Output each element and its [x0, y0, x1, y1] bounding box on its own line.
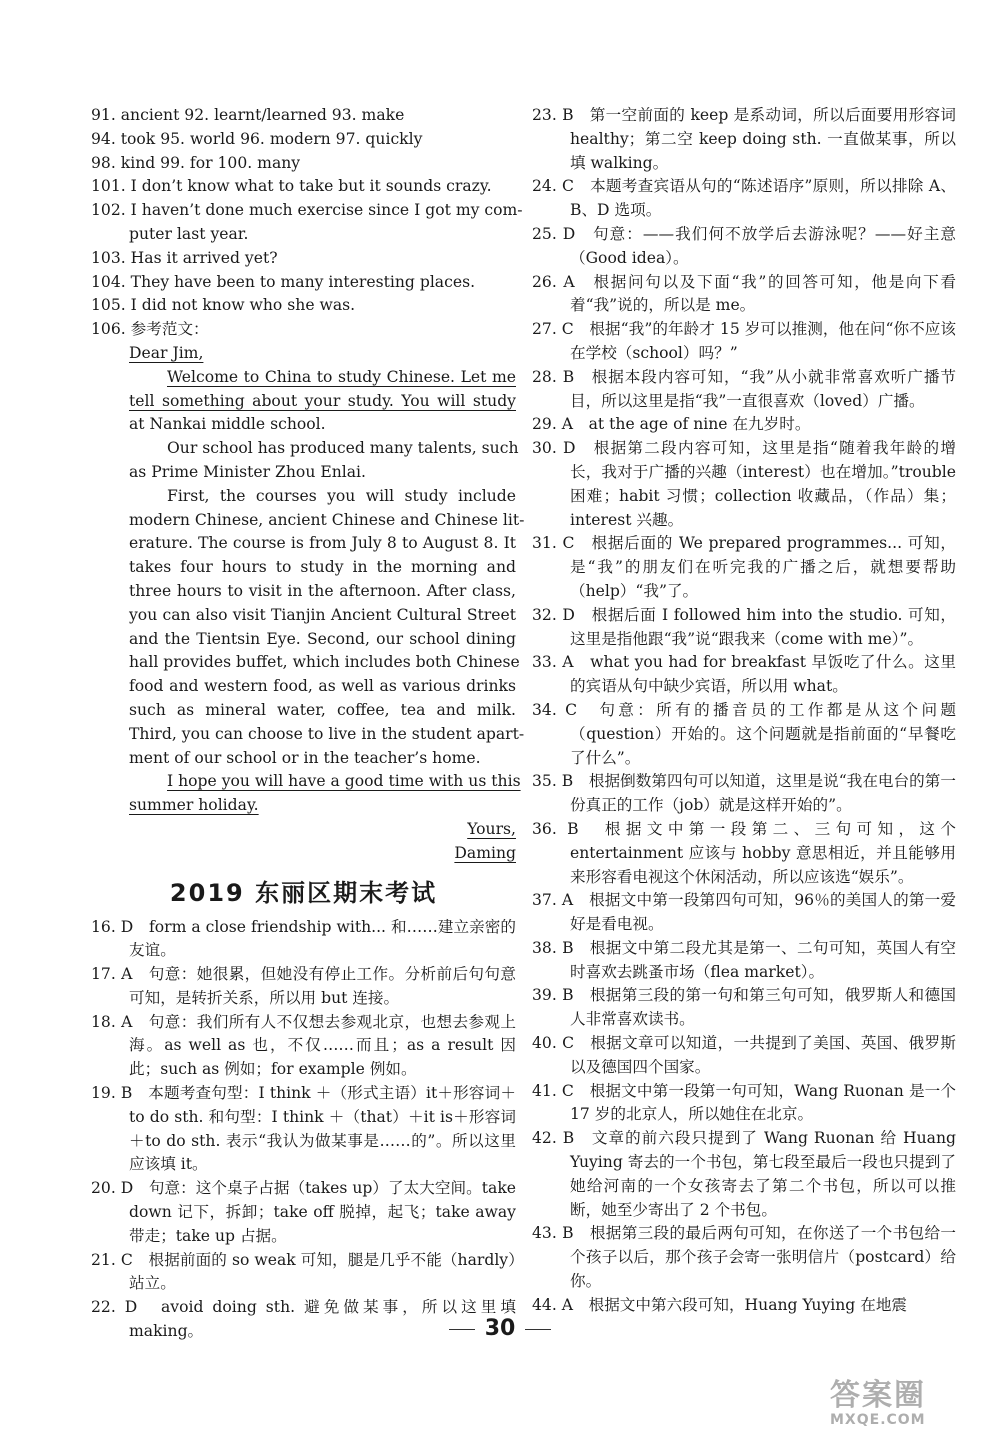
letter-line: such as mineral water, coffee, tea and milk.: [129, 700, 516, 719]
answer-item: 43. B 根据第三段的最后两句可知，在你送了一个书包给一个孩子以后，那个孩子会寄一张明信片（postcard）给你。: [532, 1224, 956, 1291]
answer-line: 101. I don’t know what to take but it sounds crazy.: [91, 177, 492, 196]
answer-line: 94. took 95. world 96. modern 97. quickly: [91, 129, 423, 148]
answer-item: 19. B 本题考查句型：I think ＋（形式主语）it＋形容词＋to do sth. 和句型：I think ＋（that）＋it is＋形容词＋to do sth. 表示“我认为做某事是……的”。所以这里应该填 it。: [91, 1084, 516, 1174]
answer-item: 22. D avoid doing sth. 避免做某事，所以这里填 making。: [91, 1298, 516, 1341]
answers-block: [91, 104, 523, 342]
answer-item: 37. A 根据文中第一段第四句可知，96％的美国人的第一爱好是看电视。: [532, 891, 956, 934]
answer-item: 23. B 第一空前面的 keep 是系动词，所以后面要用形容词 healthy；第二空 keep doing sth. 一直做某事，所以填 walking。: [532, 106, 956, 172]
answer-item: 27. C 根据“我”的年龄才 15 岁可以推测，他在问“你不应该在学校（school）吗？”: [532, 320, 956, 362]
letter-line: Our school has produced many talents, such: [167, 439, 519, 458]
letter-line: tell something about your study. You will study: [129, 391, 516, 410]
answer-item: 18. A 句意：我们所有人不仅想去参观北京，也想去参观上海。as well as 也，不仅……而且；as a result 因此；such as 例如；for example 例如。: [91, 1012, 516, 1079]
letter-line: as Prime Minister Zhou Enlai.: [129, 462, 366, 481]
watermark-url: MXQE.COM: [830, 1412, 926, 1428]
answer-line: 106. 参考范文：: [91, 320, 209, 339]
letter-line: Third, you can choose to live in the student apart-: [129, 724, 525, 743]
letter-line: hall provides buffet, which includes both Chinese: [129, 653, 520, 672]
answer-item: 29. A at the age of nine 在九岁时。: [532, 415, 811, 434]
answer-line: 105. I did not know who she was.: [91, 296, 356, 315]
answer-item: 24. C 本题考查宾语从句的“陈述语序”原则，所以排除 A、B、D 选项。: [532, 177, 956, 220]
answer-item: 34. C 句意：所有的播音员的工作都是从这个问题（question）开始的。这个问题就是指前面的“早餐吃了什么”。: [532, 700, 956, 767]
answer-line: puter last year.: [129, 224, 249, 243]
letter-line: three hours to visit in the afternoon. After class,: [129, 581, 516, 600]
answer-item: 40. C 根据文章可以知道，一共提到了美国、英国、俄罗斯以及德国四个国家。: [532, 1034, 956, 1076]
watermark-logo: 答案圈: [830, 1378, 926, 1413]
letter-line: First, the courses you will study include: [167, 486, 516, 505]
letter-line: and the Tientsin Eye. Second, our school dining: [129, 629, 516, 648]
letter-line: I hope you will have a good time with us this: [167, 772, 521, 791]
answer-item: 21. C 根据前面的 so weak 可知，腿是几乎不能（hardly）站立。: [91, 1250, 516, 1293]
left-column: [91, 104, 525, 1344]
answer-item: 35. B 根据倒数第四句可以知道，这里是说“我在电台的第一份真正的工作（job）就是这样开始的”。: [532, 772, 956, 815]
letter-line: ment of our school or in the teacher’s home.: [129, 748, 481, 767]
letter-line: summer holiday.: [129, 796, 259, 815]
answer-item: 25. D 句意：——我们何不放学后去游泳呢？——好主意（Good idea）。: [532, 224, 956, 267]
sample-letter: [91, 342, 525, 866]
answer-line: 98. kind 99. for 100. many: [91, 153, 301, 172]
letter-closing: Yours,: [467, 819, 516, 838]
answer-item: 30. D 根据第二段内容可知，这里是指“随着我年龄的增长，我对于广播的兴趣（interest）也在增加。”trouble 困难；habit 习惯；collection 收藏品，（作品）集；interest 兴趣。: [532, 439, 956, 529]
answer-item: 17. A 句意：她很累，但她没有停止工作。分析前后句句意可知，是转折关系，所以用 but 连接。: [91, 965, 516, 1007]
answer-item: 28. B 根据本段内容可知，“我”从小就非常喜欢听广播节目，所以这里是指“我”一直很喜欢（loved）广播。: [532, 367, 956, 410]
right-column: [532, 104, 956, 1318]
answer-item: 42. B 文章的前六段只提到了 Wang Ruonan 给 Huang Yuying 寄去的一个书包，第七段至最后一段也只提到了她给河南的一个女孩寄去了第二个书包，所以可以推断，她至少寄出了 2 个书包。: [532, 1129, 956, 1219]
answer-line: 91. ancient 92. learnt/learned 93. make: [91, 106, 405, 124]
answer-item: 26. A 根据问句以及下面“我”的回答可知，他是向下看着“我”说的，所以是 me。: [532, 272, 956, 315]
letter-line: you can also visit Tianjin Ancient Cultural Street: [129, 605, 516, 624]
answer-line: 104. They have been to many interesting places.: [91, 272, 476, 291]
answer-item: 33. A what you had for breakfast 早饭吃了什么。这里的宾语从句中缺少宾语，所以用 what。: [532, 653, 956, 696]
answer-item: 44. A 根据文中第六段可知，Huang Yuying 在地震: [532, 1295, 908, 1314]
section-title: 2019 东丽区期末考试: [169, 878, 438, 907]
answer-item: 20. D 句意：这个桌子占据（takes up）了太大空间。take down 记下，拆卸；take off 脱掉，起飞；take away 带走；take up 占据。: [91, 1179, 516, 1245]
letter-line: at Nankai middle school.: [129, 415, 326, 434]
letter-salutation: Dear Jim,: [129, 343, 204, 362]
letter-line: erature. The course is from July 8 to August 8. It: [129, 534, 516, 553]
page-number: [0, 1316, 1000, 1341]
answer-item: 32. D 根据后面 I followed him into the studio. 可知，这里是指他跟“我”说“跟我来（come with me）”。: [532, 605, 956, 648]
answer-item: 36. B 根据文中第一段第二、三句可知，这个 entertainment 应该与 hobby 意思相近，并且能够用来形容看电视这个休闲活动，所以应该选“娱乐”。: [532, 819, 956, 886]
answer-explanations-left: [91, 916, 516, 1344]
letter-line: takes four hours to study in the morning and: [129, 558, 516, 577]
answer-item: 39. B 根据第三段的第一句和第三句可知，俄罗斯人和德国人非常喜欢读书。: [532, 986, 956, 1029]
answer-item: 41. C 根据文中第一段第一句可知，Wang Ruonan 是一个 17 岁的北京人，所以她住在北京。: [532, 1081, 956, 1124]
letter-line: modern Chinese, ancient Chinese and Chinese lit-: [129, 510, 525, 529]
answer-item: 16. D form a close friendship with... 和……建立亲密的友谊。: [91, 917, 516, 960]
answer-item: 31. C 根据后面的 We prepared programmes... 可知，是“我”的朋友们在听完我的广播之后，就想要帮助（help）“我”了。: [532, 534, 956, 600]
answer-item: 38. B 根据文中第二段尤其是第一、二句可知，英国人有空时喜欢去跳蚤市场（flea market）。: [532, 938, 956, 981]
answer-line: 102. I haven’t done much exercise since I got my com-: [91, 201, 523, 220]
letter-line: food and western food, as well as various drinks: [129, 677, 516, 696]
watermark: [830, 1370, 990, 1442]
letter-line: Welcome to China to study Chinese. Let me: [167, 367, 516, 386]
page-number-value: 30: [484, 1316, 516, 1341]
answer-line: 103. Has it arrived yet?: [91, 248, 278, 267]
letter-signature: Daming: [454, 843, 516, 862]
